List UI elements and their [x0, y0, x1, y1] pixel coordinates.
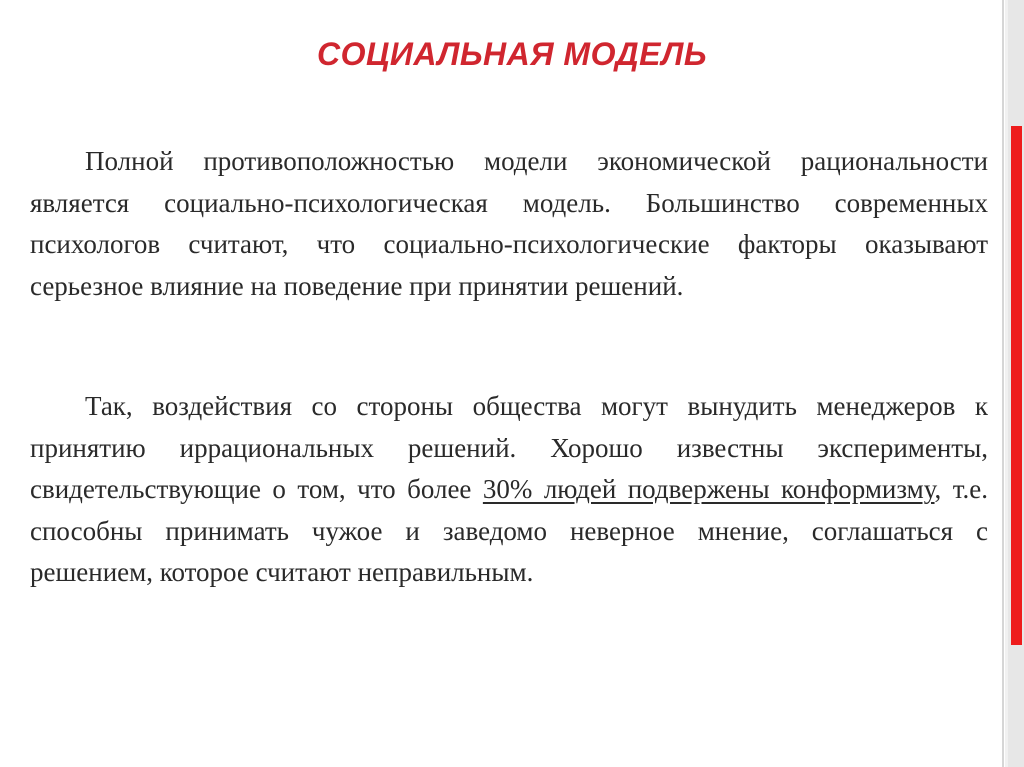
- frame-divider-line: [1002, 0, 1004, 767]
- red-accent-bar: [1011, 126, 1022, 645]
- paragraph-1: Полной противоположностью модели экономической рациональности является социально-психологическая модель. Большинство современных психологов считают, что социально-психологические факторы оказывают серьезное влияние на поведение при принятии решений.: [30, 146, 988, 301]
- underlined-statistic: 30% людей подвержены конформизму: [482, 474, 935, 504]
- paragraph-2-text-start: Так, воздействия со стороны общества могут вынудить менеджеров к принятию иррациональных решений. Хорошо известны эксперименты, свидетельствующие о том, что более: [30, 391, 988, 504]
- paragraph-2: [30, 386, 988, 594]
- paragraph-2-text-end: , т.е. способны принимать чужое и заведомо неверное мнение, соглашаться с решением, которое считают неправильным.: [30, 474, 988, 587]
- slide-title: СОЦИАЛЬНАЯ МОДЕЛЬ: [316, 36, 708, 72]
